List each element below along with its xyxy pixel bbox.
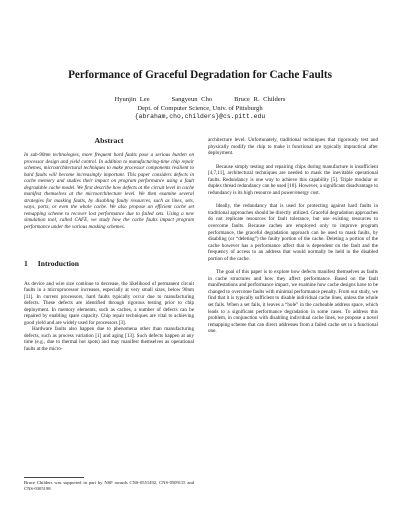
body-paragraph-1: architecture level. Unfortunately, traditional techniques that rigorously test and physically modify the chip to make it functional are typically impractical after deployment.: [208, 137, 378, 157]
body-paragraph-4: The goal of this paper is to explore how defects manifest themselves as faults in cache structures and how they affect performance. Based on the fault manifestations and performance impact, we examine how cache designs have to be changed to overcome faults with minimal performance penalty. From our study, we find that it is typically sufficient to disable individual cache lines, unless the whole set fails. When a set fails, it leaves a “hole” in the cacheable address space, which leads to a significant performance degradation in some cases. To address this problem, in conjunction with disabling individual cache lines, we propose a novel remapping scheme that can direct addresses from a failed cache set to a functional one.: [208, 269, 378, 335]
author-names: Hyunjin Lee Sangyeun Cho Bruce R. Childers: [114, 96, 286, 103]
author-email: {abraham,cho,childers}@cs.pitt.edu: [134, 113, 266, 121]
paper-title: Performance of Graceful Degradation for Cache Faults: [68, 69, 332, 81]
footnote-rule: [24, 477, 84, 478]
abstract-text: In sub-90nm technologies, more frequent hard faults pose a serious burden on processor design and yield control. In addition to manufacturing-time chip repair schemes, microarchitectural techniques to make processor components resilient to hard faults will become increasingly important. This paper considers defects in cache memory and studies their impact on program performance using a fault degradable cache model. We first describe how defects at the circuit level in cache manifest themselves at the microarchitecture level. We then examine several strategies for masking faults, by disabling faulty resources, such as lines, sets, ways, ports, or even the whole cache. We also propose an efficient cache set remapping scheme to recover lost performance due to failed sets. Using a new simulation tool, called CAFE, we study how the cache faults impact program performance under the various masking schemes.: [24, 152, 194, 231]
body-paragraph-2: Because simply testing and repairing chips during manufacture is insufficient [4,7,11], architectural techniques are needed to mask the inevitable operational faults. Redundancy is one way to achieve this capability [5]. Triple modular or duplex thread redundancy can be used [10]. However, a significant disadvantage to redundancy is its high resource and power/energy cost.: [208, 163, 378, 196]
section-number: 1: [24, 258, 28, 268]
affiliation: Dept. of Computer Science, Univ. of Pittsburgh: [137, 104, 263, 112]
abstract-heading: Abstract: [94, 136, 124, 145]
footnote: Bruce Childers was supported in part by NSF awards CNS-0551492, CNS-0509115 and CNS-0305198.: [24, 480, 194, 491]
right-column: [208, 137, 378, 342]
left-column: [24, 136, 194, 353]
intro-paragraph-2: Hardware faults also happen due to phenomena other than manufacturing defects, such as process variation [1] and aging [13]. Such defects happen at any time (e.g., due to thermal hot spots) and may manifest themselves as operational faults at the micro-: [24, 326, 194, 353]
intro-paragraph-1: As device and wire size continue to decrease, the likelihood of permanent circuit faults in a microprocessor increases, especially at very small sizes, below 90nm [11]. In current processors, hard faults typically occur due to manufacturing defects. These defects are identified through rigorous testing prior to chip deployment. In memory elements, such as caches, a number of defects can be repaired by enabling spare capacity. Chip repair techniques are vital to achieving good yield and are widely used for processors [3].: [24, 280, 194, 326]
section-title: Introduction: [37, 258, 80, 268]
author-block: [0, 96, 400, 122]
body-paragraph-3: Ideally, the redundancy that is used for protecting against hard faults in traditional approaches should be directly utilized. Graceful degradation approaches do not replicate resources for fault tolerance, but use existing resources to overcome faults. Because caches are employed only to improve program performance, the graceful degradation approach can be used to mask faults, by disabling (or “deleting”) the faulty portion of the cache. Deleting a portion of the cache however has a performance affect that is dependent on the fault and the frequency of access to an address that would normally be held in the disabled portion of the cache.: [208, 203, 378, 262]
section-heading: [24, 259, 194, 269]
